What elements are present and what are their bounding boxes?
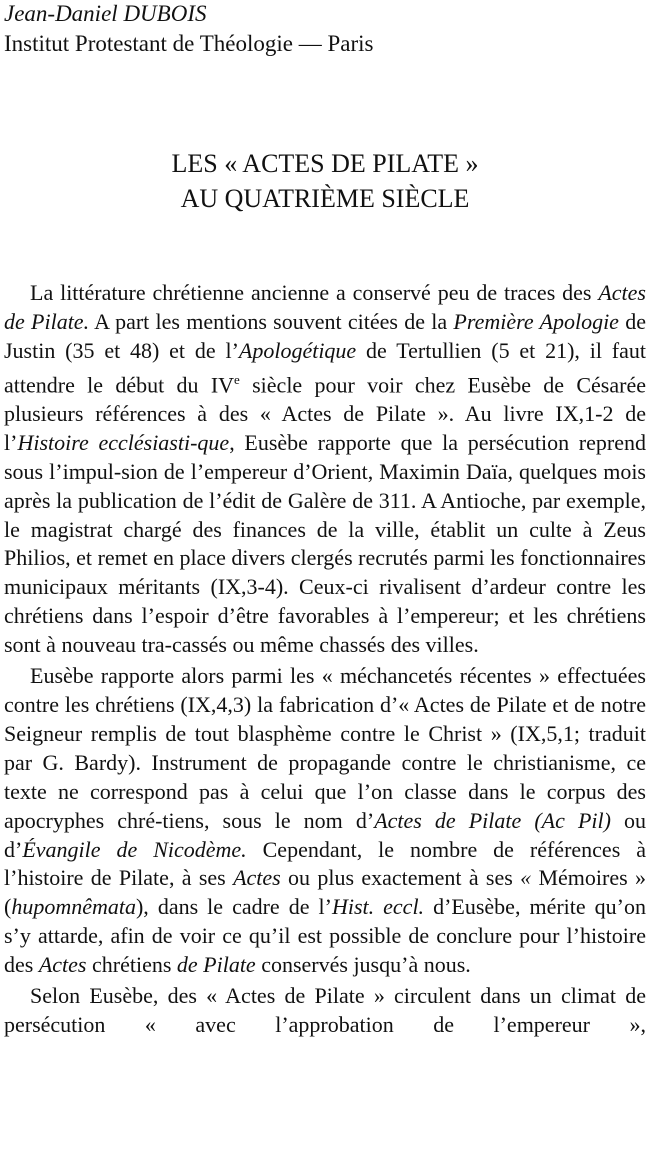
title-line-1: LES « ACTES DE PILATE » — [171, 149, 479, 178]
paragraph-1: La littérature chrétienne ancienne a conservé peu de traces des Actes de Pilate. A part les mentions souvent citées de la Première Apologie de Justin (35 et 48) et de l’Apologétique de Tertullien (5 et 21), il faut attendre le début du IVe siècle pour voir chez Eusèbe de Césarée plusieurs références à des « Actes de Pilate ». Au livre IX,1-2 de l’Histoire ecclésiasti-que, Eusèbe rapporte que la persécution reprend sous l’impul-sion de l’empereur d’Orient, Maximin Daïa, quelques mois après la publication de l’édit de Galère de 311. A Antioche, par exemple, le magistrat chargé des finances de la ville, établit un culte à Zeus Philios, et remet en place divers clergés recrutés parmi les fonctionnaires municipaux méritants (IX,3-4). Ceux-ci rivalisent d’ardeur contre les chrétiens dans l’espoir d’être favorables à l’empereur; et les chrétiens sont à nouveau tra-cassés ou même chassés des villes. — [4, 280, 646, 658]
author-last-name: DUBOIS — [123, 1, 207, 26]
author-name — [4, 0, 206, 28]
paragraph-2: Eusèbe rapporte alors parmi les « méchancetés récentes » effectuées contre les chrétiens (IX,4,3) la fabrication d’« Actes de Pilate et de notre Seigneur remplis de tout blasphème contre le Christ » (IX,5,1; traduit par G. Bardy). Instrument de propagande contre le christianisme, ce texte ne correspond pas à celui que l’on classe dans le corpus des apocryphes chré-tiens, sous le nom d’Actes de Pilate (Ac Pil) ou d’Évangile de Nicodème. Cependant, le nombre de références à l’histoire de Pilate, à ses Actes ou plus exactement à ses « Mémoires » (hupomnêmata), dans le cadre de l’Hist. eccl. d’Eusèbe, mérite qu’on s’y attarde, afin de voir ce qu’il est possible de conclure pour l’histoire des Actes chrétiens de Pilate conservés jusqu’à nous. — [4, 663, 647, 978]
article-title — [0, 146, 650, 216]
paragraph-3: Selon Eusèbe, des « Actes de Pilate » circulent dans un climat de persécution « avec l’approbation de l’empereur », — [4, 983, 646, 1037]
author-affiliation: Institut Protestant de Théologie — Paris — [4, 31, 374, 56]
article-body — [4, 279, 646, 1040]
author-first-name: Jean-Daniel — [4, 1, 124, 26]
title-line-2: AU QUATRIÈME SIÈCLE — [180, 184, 470, 213]
